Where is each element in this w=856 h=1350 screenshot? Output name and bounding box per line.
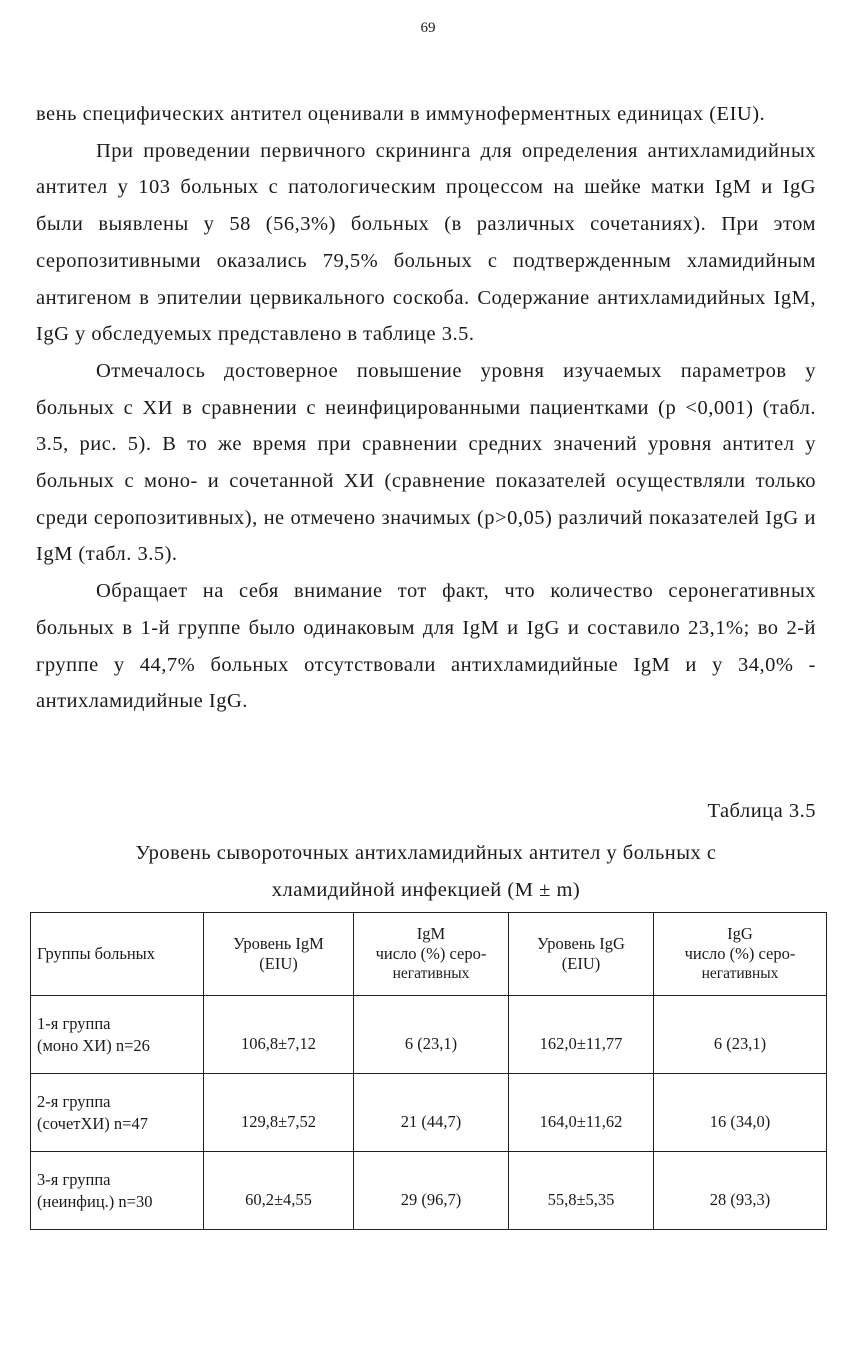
paragraph-4: Обращает на себя внимание тот факт, что количество серонегативных больных в 1-й группе было одинаковым для IgM и IgG и составило 23,1%; во 2-й группе у 44,7% больных отсутствовали антихламидийные IgM и у 34,0% - антихламидийные IgG. xyxy=(36,580,816,713)
header-igg-level-line-2: (EIU) xyxy=(561,954,601,973)
igm-negative-cell: 21 (44,7) xyxy=(354,1074,509,1152)
group-name: 1-я группа xyxy=(37,1013,111,1033)
table-row xyxy=(31,996,827,1074)
page-number: 69 xyxy=(420,20,436,36)
igm-level-cell: 129,8±7,52 xyxy=(204,1074,354,1152)
group-cell xyxy=(31,996,204,1074)
header-igm-level xyxy=(204,913,354,996)
header-igm-negative-line-2: число (%) серо- xyxy=(375,944,487,963)
igg-level-cell: 162,0±11,77 xyxy=(509,996,654,1074)
header-igg-level-line-1: Уровень IgG xyxy=(537,934,625,953)
group-detail: (неинфиц.) n=30 xyxy=(37,1191,153,1211)
table-number: Таблица 3.5 xyxy=(707,800,816,822)
group-detail: (сочетХИ) n=47 xyxy=(37,1113,148,1133)
group-name: 3-я группа xyxy=(37,1169,111,1189)
header-igm-negative-line-1: IgM xyxy=(416,924,446,943)
table-title xyxy=(36,835,816,908)
body-text xyxy=(36,96,816,720)
header-igm-level-line-2: (EIU) xyxy=(259,954,298,973)
header-igm-negative xyxy=(354,913,509,996)
table-title-line-1: Уровень сывороточных антихламидийных антител у больных с xyxy=(135,842,717,864)
table-header-row xyxy=(31,913,827,996)
header-igm-negative-line-3: негативных xyxy=(392,965,470,982)
group-name: 2-я группа xyxy=(37,1091,111,1111)
group-cell xyxy=(31,1074,204,1152)
igg-negative-cell: 28 (93,3) xyxy=(654,1152,827,1230)
header-igg-negative-line-1: IgG xyxy=(727,924,753,943)
paragraph-1: вень специфических антител оценивали в иммуноферментных единицах (EIU). xyxy=(36,103,766,125)
igm-negative-cell: 29 (96,7) xyxy=(354,1152,509,1230)
header-igg-level xyxy=(509,913,654,996)
igg-negative-cell: 6 (23,1) xyxy=(654,996,827,1074)
group-cell xyxy=(31,1152,204,1230)
table-title-line-2: хламидийной инфекцией (M ± m) xyxy=(271,878,581,901)
group-detail: (моно ХИ) n=26 xyxy=(37,1035,150,1055)
igg-level-cell: 164,0±11,62 xyxy=(509,1074,654,1152)
igg-level-cell: 55,8±5,35 xyxy=(509,1152,654,1230)
igg-negative-cell: 16 (34,0) xyxy=(654,1074,827,1152)
table-row xyxy=(31,1074,827,1152)
paragraph-2: При проведении первичного скрининга для определения антихламидийных антител у 103 больных с патологическим процессом на шейке матки IgM и IgG были выявлены у 58 (56,3%) больных (в различных сочетаниях). При этом серопозитивными оказались 79,5% больных с подтвержденным хламидийным антигеном в эпителии цервикального соскоба. Содержание антихламидийных IgM, IgG у обследуемых представлено в таблице 3.5. xyxy=(36,139,816,346)
igm-negative-cell: 6 (23,1) xyxy=(354,996,509,1074)
header-igg-negative-line-3: негативных xyxy=(701,965,779,982)
header-groups: Группы больных xyxy=(31,913,204,996)
igm-level-cell: 60,2±4,55 xyxy=(204,1152,354,1230)
paragraph-3: Отмечалось достоверное повышение уровня изучаемых параметров у больных с ХИ в сравнении с неинфицированными пациентками (p <0,001) (табл. 3.5, рис. 5). В то же время при сравнении средних значений уровня антител у больных с моно- и сочетанной ХИ (сравнение показателей осуществляли только среди серопозитивных), не отмечено значимых (p>0,05) различий показателей IgG и IgM (табл. 3.5). xyxy=(36,359,816,566)
igm-level-cell: 106,8±7,12 xyxy=(204,996,354,1074)
header-igg-negative-line-2: число (%) серо- xyxy=(684,944,796,963)
header-igg-negative xyxy=(654,913,827,996)
antibody-table xyxy=(30,912,827,1230)
header-igm-level-line-1: Уровень IgM xyxy=(233,934,324,953)
table-row xyxy=(31,1152,827,1230)
